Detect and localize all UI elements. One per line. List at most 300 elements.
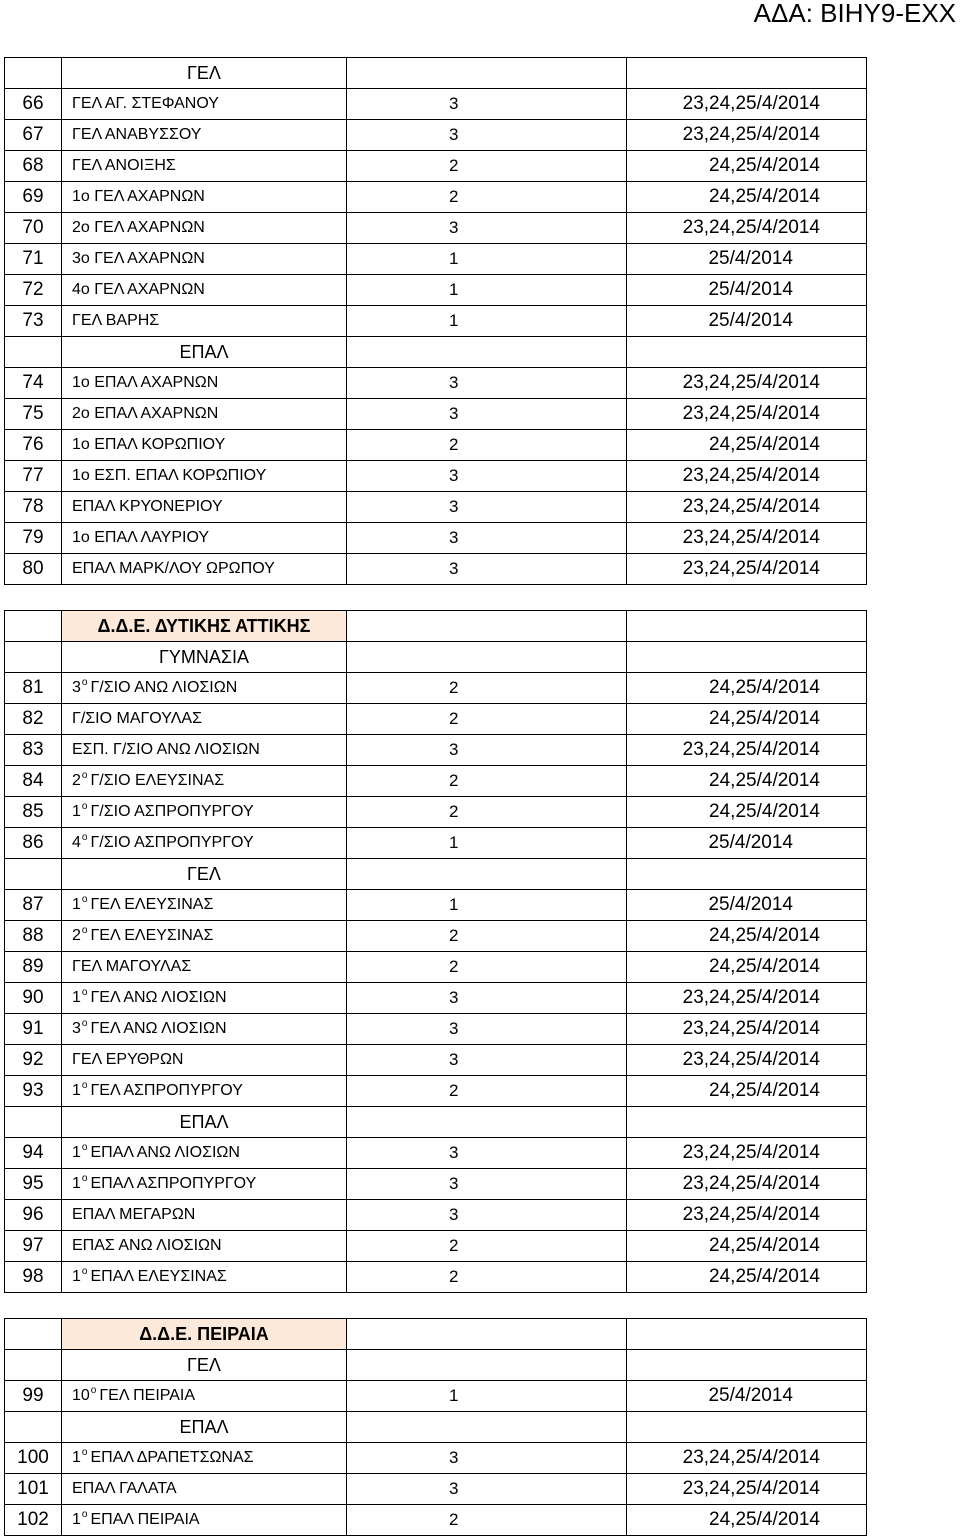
table-row <box>5 1262 867 1293</box>
ordinal-suffix: ο <box>81 1509 88 1520</box>
school-name-cell <box>62 1505 347 1536</box>
ordinal-number: 2 <box>72 772 81 789</box>
school-name-cell <box>62 1474 347 1505</box>
table-row <box>5 1505 867 1536</box>
visit-dates: 24,25/4/2014 <box>627 952 867 983</box>
table-row <box>5 735 867 766</box>
row-number: 90 <box>5 983 62 1014</box>
empty-cell <box>347 58 627 89</box>
row-number: 79 <box>5 523 62 554</box>
ordinal-suffix: ο <box>81 1447 88 1458</box>
visit-dates: 23,24,25/4/2014 <box>627 735 867 766</box>
school-name-cell <box>62 1138 347 1169</box>
visit-dates: 24,25/4/2014 <box>627 430 867 461</box>
table-row <box>5 921 867 952</box>
ordinal-suffix: ο <box>81 801 88 812</box>
school-name-cell <box>62 120 347 151</box>
school-name-cell <box>62 461 347 492</box>
empty-cell <box>5 1107 62 1138</box>
school-name-cell <box>62 554 347 585</box>
visit-dates: 23,24,25/4/2014 <box>627 1443 867 1474</box>
row-number: 93 <box>5 1076 62 1107</box>
visit-dates: 24,25/4/2014 <box>627 704 867 735</box>
category-label: ΓΥΜΝΑΣΙΑ <box>62 642 347 673</box>
school-name: Γ/ΣΙΟ ΕΛΕΥΣΙΝΑΣ <box>90 772 225 789</box>
school-name-cell <box>62 797 347 828</box>
ordinal-suffix: ο <box>81 1173 88 1184</box>
empty-cell <box>5 1350 62 1381</box>
visit-dates: 23,24,25/4/2014 <box>627 554 867 585</box>
ordinal-number: 1 <box>72 1449 81 1466</box>
ordinal-number: 1 <box>72 1175 81 1192</box>
school-name: ΓΕΛ ΕΛΕΥΣΙΝΑΣ <box>90 927 214 944</box>
school-name: 1ο ΕΣΠ. ΕΠΑΛ ΚΟΡΩΠΙΟΥ <box>72 467 267 484</box>
days-count: 2 <box>347 430 627 461</box>
row-number: 85 <box>5 797 62 828</box>
ordinal-suffix: ο <box>81 1080 88 1091</box>
section-title: Δ.Δ.Ε. ΠΕΙΡΑΙΑ <box>62 1319 347 1350</box>
category-row <box>5 1412 867 1443</box>
table-row <box>5 554 867 585</box>
table-row <box>5 120 867 151</box>
school-name: ΕΠΑΣ ΑΝΩ ΛΙΟΣΙΩΝ <box>72 1237 222 1254</box>
table-row <box>5 244 867 275</box>
row-number: 76 <box>5 430 62 461</box>
school-name: ΓΕΛ ΑΣΠΡΟΠΥΡΓΟΥ <box>90 1082 243 1099</box>
visit-dates: 25/4/2014 <box>627 890 867 921</box>
table-row <box>5 275 867 306</box>
table-row <box>5 766 867 797</box>
days-count: 3 <box>347 983 627 1014</box>
school-name: ΓΕΛ ΠΕΙΡΑΙΑ <box>99 1387 196 1404</box>
days-count: 3 <box>347 120 627 151</box>
school-name: ΕΠΑΛ ΓΑΛΑΤΑ <box>72 1480 177 1497</box>
school-name-cell <box>62 890 347 921</box>
section-title-row <box>5 1319 867 1350</box>
row-number: 69 <box>5 182 62 213</box>
empty-cell <box>627 642 867 673</box>
days-count: 2 <box>347 766 627 797</box>
category-row <box>5 859 867 890</box>
table-row <box>5 704 867 735</box>
table-row <box>5 151 867 182</box>
table-row <box>5 213 867 244</box>
table-row <box>5 828 867 859</box>
days-count: 2 <box>347 1262 627 1293</box>
table-row <box>5 523 867 554</box>
school-name: ΓΕΛ ΑΝΩ ΛΙΟΣΙΩΝ <box>90 1020 227 1037</box>
days-count: 3 <box>347 1014 627 1045</box>
school-name-cell <box>62 306 347 337</box>
school-name: ΓΕΛ ΑΝΟΙΞΗΣ <box>72 157 176 174</box>
visit-dates: 25/4/2014 <box>627 244 867 275</box>
row-number: 96 <box>5 1200 62 1231</box>
row-number: 74 <box>5 368 62 399</box>
days-count: 1 <box>347 828 627 859</box>
table-row <box>5 1200 867 1231</box>
school-name: ΕΠΑΛ ΕΛΕΥΣΙΝΑΣ <box>90 1268 227 1285</box>
visit-dates: 23,24,25/4/2014 <box>627 1014 867 1045</box>
school-name: Γ/ΣΙΟ ΑΣΠΡΟΠΥΡΓΟΥ <box>90 834 254 851</box>
school-name: ΓΕΛ ΑΝΑΒΥΣΣΟΥ <box>72 126 202 143</box>
category-row <box>5 1350 867 1381</box>
days-count: 3 <box>347 213 627 244</box>
days-count: 2 <box>347 704 627 735</box>
empty-cell <box>347 1107 627 1138</box>
visit-dates: 25/4/2014 <box>627 1381 867 1412</box>
ordinal-number: 1 <box>72 1511 81 1528</box>
table-row <box>5 1381 867 1412</box>
row-number: 88 <box>5 921 62 952</box>
row-number: 87 <box>5 890 62 921</box>
days-count: 3 <box>347 1138 627 1169</box>
school-name: ΕΠΑΛ ΑΣΠΡΟΠΥΡΓΟΥ <box>90 1175 257 1192</box>
school-name-cell <box>62 704 347 735</box>
school-name-cell <box>62 1076 347 1107</box>
visit-dates: 23,24,25/4/2014 <box>627 492 867 523</box>
table-row <box>5 306 867 337</box>
days-count: 1 <box>347 1381 627 1412</box>
visit-dates: 23,24,25/4/2014 <box>627 461 867 492</box>
ordinal-number: 1 <box>72 1144 81 1161</box>
days-count: 3 <box>347 399 627 430</box>
table-row <box>5 182 867 213</box>
row-number: 68 <box>5 151 62 182</box>
category-label: ΕΠΑΛ <box>62 1107 347 1138</box>
ordinal-suffix: ο <box>81 987 88 998</box>
row-number: 99 <box>5 1381 62 1412</box>
days-count: 1 <box>347 306 627 337</box>
visit-dates: 23,24,25/4/2014 <box>627 1045 867 1076</box>
table-row <box>5 430 867 461</box>
visit-dates: 23,24,25/4/2014 <box>627 213 867 244</box>
days-count: 2 <box>347 1505 627 1536</box>
school-name-cell <box>62 1200 347 1231</box>
visit-dates: 24,25/4/2014 <box>627 1505 867 1536</box>
ordinal-suffix: ο <box>81 894 88 905</box>
days-count: 3 <box>347 89 627 120</box>
ordinal-number: 1 <box>72 989 81 1006</box>
empty-cell <box>5 337 62 368</box>
row-number: 97 <box>5 1231 62 1262</box>
row-number: 82 <box>5 704 62 735</box>
category-label: ΓΕΛ <box>62 1350 347 1381</box>
visit-dates: 24,25/4/2014 <box>627 1231 867 1262</box>
days-count: 3 <box>347 1474 627 1505</box>
school-name-cell <box>62 492 347 523</box>
row-number: 72 <box>5 275 62 306</box>
empty-cell <box>627 1319 867 1350</box>
row-number: 102 <box>5 1505 62 1536</box>
table-row <box>5 368 867 399</box>
row-number: 86 <box>5 828 62 859</box>
table-row <box>5 1045 867 1076</box>
table-row <box>5 673 867 704</box>
empty-cell <box>5 1319 62 1350</box>
visit-dates: 24,25/4/2014 <box>627 797 867 828</box>
table-row <box>5 983 867 1014</box>
ordinal-suffix: ο <box>90 1385 97 1396</box>
row-number: 67 <box>5 120 62 151</box>
row-number: 66 <box>5 89 62 120</box>
ordinal-number: 2 <box>72 927 81 944</box>
school-name-cell <box>62 151 347 182</box>
table-row <box>5 1474 867 1505</box>
school-name-cell <box>62 368 347 399</box>
category-label: ΓΕΛ <box>62 58 347 89</box>
days-count: 2 <box>347 1231 627 1262</box>
school-name: Γ/ΣΙΟ ΑΝΩ ΛΙΟΣΙΩΝ <box>90 679 238 696</box>
row-number: 78 <box>5 492 62 523</box>
row-number: 95 <box>5 1169 62 1200</box>
school-name: 1ο ΕΠΑΛ ΚΟΡΩΠΙΟΥ <box>72 436 226 453</box>
school-name: ΕΣΠ. Γ/ΣΙΟ ΑΝΩ ΛΙΟΣΙΩΝ <box>72 741 260 758</box>
ordinal-number: 1 <box>72 896 81 913</box>
table-row <box>5 89 867 120</box>
row-number: 91 <box>5 1014 62 1045</box>
school-name-cell <box>62 523 347 554</box>
category-row <box>5 642 867 673</box>
table-row <box>5 1231 867 1262</box>
row-number: 89 <box>5 952 62 983</box>
visit-dates: 23,24,25/4/2014 <box>627 399 867 430</box>
table-row <box>5 797 867 828</box>
school-name-cell <box>62 1381 347 1412</box>
empty-cell <box>347 1350 627 1381</box>
visit-dates: 23,24,25/4/2014 <box>627 1474 867 1505</box>
days-count: 2 <box>347 952 627 983</box>
school-name-cell <box>62 275 347 306</box>
school-name-cell <box>62 430 347 461</box>
visit-dates: 24,25/4/2014 <box>627 151 867 182</box>
table-row <box>5 890 867 921</box>
visit-dates: 23,24,25/4/2014 <box>627 523 867 554</box>
school-name-cell <box>62 1169 347 1200</box>
ordinal-number: 3 <box>72 679 81 696</box>
school-name-cell <box>62 399 347 430</box>
category-label: ΕΠΑΛ <box>62 337 347 368</box>
row-number: 84 <box>5 766 62 797</box>
category-label: ΕΠΑΛ <box>62 1412 347 1443</box>
table-row <box>5 399 867 430</box>
school-name: 3ο ΓΕΛ ΑΧΑΡΝΩΝ <box>72 250 205 267</box>
school-name-cell <box>62 244 347 275</box>
days-count: 2 <box>347 797 627 828</box>
school-name-cell <box>62 1045 347 1076</box>
school-name-cell <box>62 673 347 704</box>
school-name-cell <box>62 983 347 1014</box>
row-number: 80 <box>5 554 62 585</box>
days-count: 3 <box>347 1169 627 1200</box>
school-name: ΕΠΑΛ ΜΕΓΑΡΩΝ <box>72 1206 196 1223</box>
empty-cell <box>347 859 627 890</box>
empty-cell <box>347 337 627 368</box>
days-count: 3 <box>347 1200 627 1231</box>
days-count: 3 <box>347 523 627 554</box>
row-number: 83 <box>5 735 62 766</box>
row-number: 101 <box>5 1474 62 1505</box>
category-row <box>5 58 867 89</box>
school-name: 2ο ΓΕΛ ΑΧΑΡΝΩΝ <box>72 219 205 236</box>
school-name: ΓΕΛ ΒΑΡΗΣ <box>72 312 160 329</box>
days-count: 1 <box>347 244 627 275</box>
schools-table-west-attica <box>4 610 867 1293</box>
days-count: 2 <box>347 182 627 213</box>
ordinal-number: 1 <box>72 1082 81 1099</box>
row-number: 100 <box>5 1443 62 1474</box>
ordinal-suffix: ο <box>81 1018 88 1029</box>
schools-table-1 <box>4 57 867 585</box>
ordinal-suffix: ο <box>81 925 88 936</box>
empty-cell <box>627 1350 867 1381</box>
empty-cell <box>627 337 867 368</box>
empty-cell <box>5 1412 62 1443</box>
ordinal-number: 1 <box>72 803 81 820</box>
visit-dates: 23,24,25/4/2014 <box>627 120 867 151</box>
school-name: ΕΠΑΛ ΚΡΥΟΝΕΡΙΟΥ <box>72 498 223 515</box>
visit-dates: 25/4/2014 <box>627 275 867 306</box>
visit-dates: 24,25/4/2014 <box>627 766 867 797</box>
days-count: 3 <box>347 492 627 523</box>
school-name: ΓΕΛ ΑΝΩ ΛΙΟΣΙΩΝ <box>90 989 227 1006</box>
visit-dates: 23,24,25/4/2014 <box>627 1169 867 1200</box>
school-name: ΓΕΛ ΑΓ. ΣΤΕΦΑΝΟΥ <box>72 95 219 112</box>
visit-dates: 23,24,25/4/2014 <box>627 1200 867 1231</box>
school-name: ΕΠΑΛ ΑΝΩ ΛΙΟΣΙΩΝ <box>90 1144 240 1161</box>
row-number: 98 <box>5 1262 62 1293</box>
school-name-cell <box>62 1231 347 1262</box>
section-title: Δ.Δ.Ε. ΔΥΤΙΚΗΣ ΑΤΤΙΚΗΣ <box>62 611 347 642</box>
school-name-cell <box>62 766 347 797</box>
ordinal-suffix: ο <box>81 770 88 781</box>
row-number: 77 <box>5 461 62 492</box>
school-name: Γ/ΣΙΟ ΜΑΓΟΥΛΑΣ <box>72 710 202 727</box>
visit-dates: 23,24,25/4/2014 <box>627 1138 867 1169</box>
section-title-row <box>5 611 867 642</box>
days-count: 2 <box>347 151 627 182</box>
school-name: ΕΠΑΛ ΔΡΑΠΕΤΣΩΝΑΣ <box>90 1449 254 1466</box>
category-row <box>5 1107 867 1138</box>
empty-cell <box>627 58 867 89</box>
table-row <box>5 1076 867 1107</box>
school-name-cell <box>62 89 347 120</box>
visit-dates: 25/4/2014 <box>627 828 867 859</box>
category-label: ΓΕΛ <box>62 859 347 890</box>
ordinal-number: 4 <box>72 834 81 851</box>
school-name: ΓΕΛ ΕΡΥΘΡΩΝ <box>72 1051 184 1068</box>
school-name: 1ο ΓΕΛ ΑΧΑΡΝΩΝ <box>72 188 205 205</box>
school-name: Γ/ΣΙΟ ΑΣΠΡΟΠΥΡΓΟΥ <box>90 803 254 820</box>
visit-dates: 23,24,25/4/2014 <box>627 89 867 120</box>
school-name-cell <box>62 1262 347 1293</box>
row-number: 73 <box>5 306 62 337</box>
empty-cell <box>5 859 62 890</box>
empty-cell <box>627 1412 867 1443</box>
ordinal-suffix: ο <box>81 1266 88 1277</box>
table-row <box>5 1014 867 1045</box>
row-number: 81 <box>5 673 62 704</box>
days-count: 3 <box>347 1443 627 1474</box>
school-name-cell <box>62 182 347 213</box>
school-name-cell <box>62 1443 347 1474</box>
ordinal-suffix: ο <box>81 832 88 843</box>
empty-cell <box>5 611 62 642</box>
empty-cell <box>347 642 627 673</box>
visit-dates: 23,24,25/4/2014 <box>627 983 867 1014</box>
school-name: 1ο ΕΠΑΛ ΑΧΑΡΝΩΝ <box>72 374 219 391</box>
schools-table-piraeus <box>4 1318 867 1536</box>
row-number: 70 <box>5 213 62 244</box>
category-row <box>5 337 867 368</box>
ordinal-number: 3 <box>72 1020 81 1037</box>
days-count: 3 <box>347 735 627 766</box>
days-count: 1 <box>347 890 627 921</box>
school-name: ΓΕΛ ΜΑΓΟΥΛΑΣ <box>72 958 192 975</box>
visit-dates: 25/4/2014 <box>627 306 867 337</box>
empty-cell <box>5 642 62 673</box>
school-name-cell <box>62 828 347 859</box>
school-name-cell <box>62 1014 347 1045</box>
row-number: 94 <box>5 1138 62 1169</box>
empty-cell <box>627 859 867 890</box>
visit-dates: 24,25/4/2014 <box>627 182 867 213</box>
school-name: ΕΠΑΛ ΠΕΙΡΑΙΑ <box>90 1511 200 1528</box>
table-row <box>5 1169 867 1200</box>
visit-dates: 24,25/4/2014 <box>627 1262 867 1293</box>
row-number: 71 <box>5 244 62 275</box>
school-name: 4ο ΓΕΛ ΑΧΑΡΝΩΝ <box>72 281 205 298</box>
days-count: 2 <box>347 673 627 704</box>
row-number: 92 <box>5 1045 62 1076</box>
row-number: 75 <box>5 399 62 430</box>
ordinal-suffix: ο <box>81 1142 88 1153</box>
school-name-cell <box>62 921 347 952</box>
table-row <box>5 492 867 523</box>
ada-code: ΑΔΑ: ΒΙΗΥ9-ΕΧΧ <box>753 0 956 28</box>
school-name: ΓΕΛ ΕΛΕΥΣΙΝΑΣ <box>90 896 214 913</box>
days-count: 3 <box>347 461 627 492</box>
days-count: 2 <box>347 921 627 952</box>
school-name: 1ο ΕΠΑΛ ΛΑΥΡΙΟΥ <box>72 529 210 546</box>
table-row <box>5 1443 867 1474</box>
visit-dates: 24,25/4/2014 <box>627 673 867 704</box>
visit-dates: 24,25/4/2014 <box>627 1076 867 1107</box>
empty-cell <box>347 611 627 642</box>
visit-dates: 23,24,25/4/2014 <box>627 368 867 399</box>
days-count: 3 <box>347 368 627 399</box>
visit-dates: 24,25/4/2014 <box>627 921 867 952</box>
empty-cell <box>627 1107 867 1138</box>
empty-cell <box>347 1412 627 1443</box>
days-count: 3 <box>347 554 627 585</box>
table-row <box>5 461 867 492</box>
days-count: 2 <box>347 1076 627 1107</box>
empty-cell <box>627 611 867 642</box>
school-name-cell <box>62 735 347 766</box>
school-name: ΕΠΑΛ ΜΑΡΚ/ΛΟΥ ΩΡΩΠΟΥ <box>72 560 275 577</box>
table-row <box>5 952 867 983</box>
school-name-cell <box>62 952 347 983</box>
ordinal-number: 10 <box>72 1387 90 1404</box>
ordinal-number: 1 <box>72 1268 81 1285</box>
school-name: 2ο ΕΠΑΛ ΑΧΑΡΝΩΝ <box>72 405 219 422</box>
school-name-cell <box>62 213 347 244</box>
empty-cell <box>5 58 62 89</box>
days-count: 3 <box>347 1045 627 1076</box>
table-row <box>5 1138 867 1169</box>
ordinal-suffix: ο <box>81 677 88 688</box>
empty-cell <box>347 1319 627 1350</box>
